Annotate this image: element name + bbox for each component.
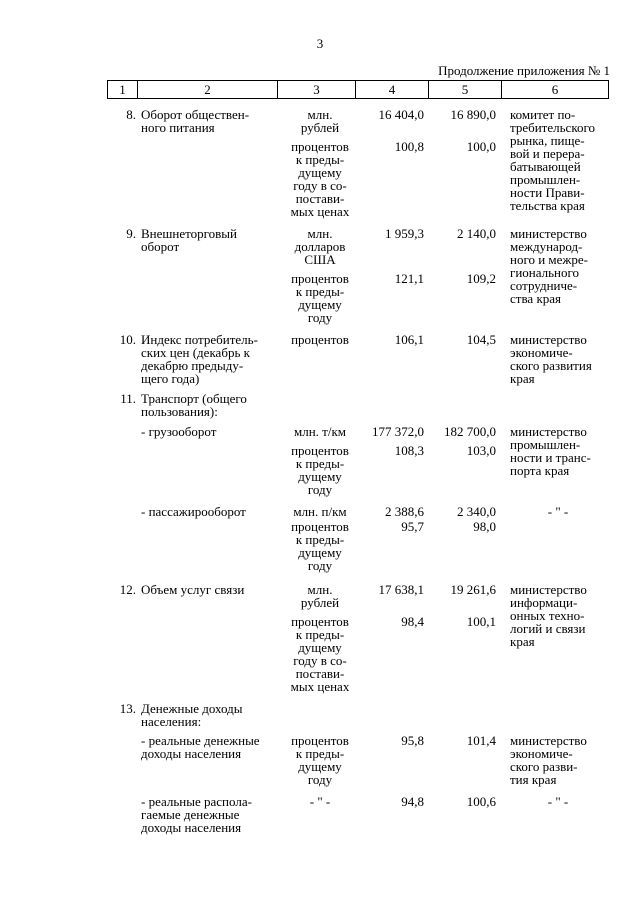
unit-of-measure: млн. рублей — [300, 582, 340, 610]
value-col-5: 2 340,0 — [457, 504, 496, 519]
row-number: 10. — [119, 332, 136, 347]
value-col-4: 100,8 — [394, 139, 424, 154]
value-col-5: 182 700,0 — [444, 424, 496, 439]
value-col-4: 95,7 — [401, 519, 424, 534]
indicator-name: - грузооборот — [141, 424, 217, 439]
unit-of-measure: млн. рублей — [300, 107, 340, 135]
header-col-3: 3 — [278, 81, 356, 99]
unit-of-measure: млн. т/км — [293, 424, 346, 439]
value-col-5: 19 261,6 — [450, 582, 496, 597]
unit-of-measure: процентов к преды- дущему году в со- постави- мых ценах — [290, 614, 350, 694]
page-number: 3 — [316, 36, 324, 51]
value-col-5: 100,1 — [466, 614, 496, 629]
header-col-2: 2 — [138, 81, 278, 99]
responsible-body: министерство международ- ного и межре- гионального сотрудниче- ства края — [510, 226, 588, 306]
responsible-body: - " - — [547, 794, 569, 809]
header-col-1: 1 — [108, 81, 138, 99]
indicator-name: - реальные денежные доходы населения — [141, 733, 260, 761]
value-col-5: 100,0 — [466, 139, 496, 154]
responsible-body: министерство промышлен- ности и транс- порта края — [510, 424, 591, 478]
header-col-4: 4 — [356, 81, 429, 99]
value-col-4: 121,1 — [394, 271, 424, 286]
value-col-4: 108,3 — [394, 443, 424, 458]
unit-of-measure: - " - — [309, 794, 331, 809]
unit-of-measure: млн. долларов США — [294, 226, 346, 267]
responsible-body: министерство информаци- онных техно- логий и связи края — [510, 582, 587, 649]
value-col-4: 95,8 — [401, 733, 424, 748]
row-number: 11. — [120, 391, 136, 406]
unit-of-measure: процентов — [291, 332, 349, 347]
value-col-4: 106,1 — [394, 332, 424, 347]
indicator-name: Оборот обществен- ного питания — [141, 107, 250, 135]
value-col-5: 101,4 — [466, 733, 496, 748]
unit-of-measure: процентов к преды- дущему году — [291, 519, 349, 573]
value-col-5: 103,0 — [466, 443, 496, 458]
responsible-body: министерство экономиче- ского разви- тия края — [510, 733, 587, 787]
unit-of-measure: процентов к преды- дущему году — [291, 733, 349, 787]
row-number: 12. — [119, 582, 136, 597]
value-col-4: 1 959,3 — [385, 226, 424, 241]
unit-of-measure: млн. п/км — [293, 504, 347, 519]
indicator-name: Транспорт (общего пользования): — [141, 391, 247, 419]
responsible-body: - " - — [547, 504, 569, 519]
value-col-5: 104,5 — [466, 332, 496, 347]
column-header-row — [107, 80, 609, 99]
value-col-5: 109,2 — [466, 271, 496, 286]
responsible-body: министерство экономиче- ского развития края — [510, 332, 592, 386]
indicator-name: - пассажирооборот — [141, 504, 246, 519]
indicator-name: Индекс потребитель- ских цен (декабрь к декабрю предыду- щего года) — [141, 332, 258, 386]
header-col-5: 5 — [429, 81, 502, 99]
value-col-5: 98,0 — [473, 519, 496, 534]
value-col-4: 2 388,6 — [385, 504, 424, 519]
header-col-6: 6 — [502, 81, 609, 99]
responsible-body: комитет по- требительского рынка, пище- вой и перера- батывающей промышлен- ности Прави- тельства края — [510, 107, 595, 213]
unit-of-measure: процентов к преды- дущему году — [291, 271, 349, 325]
value-col-4: 16 404,0 — [378, 107, 424, 122]
row-number: 8. — [126, 107, 136, 122]
continuation-caption: Продолжение приложения № 1 — [438, 63, 610, 78]
value-col-5: 100,6 — [466, 794, 496, 809]
value-col-5: 2 140,0 — [457, 226, 496, 241]
row-number: 9. — [126, 226, 136, 241]
value-col-4: 177 372,0 — [372, 424, 424, 439]
value-col-4: 98,4 — [401, 614, 424, 629]
unit-of-measure: процентов к преды- дущему году — [291, 443, 349, 497]
value-col-5: 16 890,0 — [450, 107, 496, 122]
row-number: 13. — [119, 701, 136, 716]
indicator-name: Внешнеторговый оборот — [141, 226, 237, 254]
unit-of-measure: процентов к преды- дущему году в со- постави- мых ценах — [290, 139, 350, 219]
value-col-4: 94,8 — [401, 794, 424, 809]
indicator-name: - реальные распола- гаемые денежные доходы населения — [141, 794, 252, 835]
indicator-name: Объем услуг связи — [141, 582, 245, 597]
indicator-name: Денежные доходы населения: — [141, 701, 243, 729]
value-col-4: 17 638,1 — [378, 582, 424, 597]
